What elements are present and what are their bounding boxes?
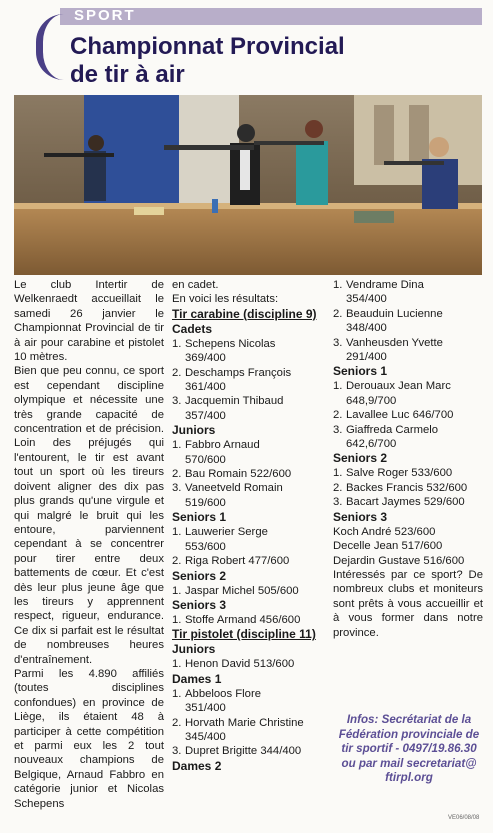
heading-seniors-2: Seniors 2: [172, 568, 227, 583]
result-item: 1. Vendrame Dina 354/400: [333, 279, 424, 306]
result-item: 3. Vaneetveld Romain 519/600: [172, 482, 283, 509]
result-item: 1. Salve Roger 533/600: [333, 467, 453, 480]
column-1: [14, 278, 164, 811]
info-text: Infos: Secrétariat de la Fédération provinciale de tir sportif - 0497/19.86.30 ou par mail secretariat@ ftirpl.org: [338, 713, 480, 785]
paragraph-participants: Parmi les 4.890 affiliés (toutes disciplines confondues) en province de Liège, ils étaient 48 à participer à cette compétition et parmi eux les 2 tout nouveaux champions de Belgique, Arnaud Fabbro en catégorie junior et Nicolas Schepens: [14, 667, 164, 810]
result-item: 2. Backes Francis 532/600: [333, 481, 468, 494]
heading-pistolet-juniors: Juniors: [172, 642, 216, 657]
closing-paragraph: Intéressés par ce sport? De nombreux clubs et moniteurs sont prêts à vous accueillir et à vous former dans notre province.: [333, 568, 483, 639]
result-item: 1. Derouaux Jean Marc 648,9/700: [333, 380, 451, 407]
result-item: 3. Bacart Jaymes 529/600: [333, 496, 465, 509]
info-box: [336, 713, 482, 786]
result-item: 2. Beauduin Lucienne 348/400: [333, 307, 443, 335]
heading-juniors: Juniors: [172, 423, 216, 438]
result-item: 1. Schepens Nicolas 369/400: [172, 337, 276, 365]
result-item: 2. Horvath Marie Christine 345/400: [172, 716, 304, 743]
column-2: [172, 278, 323, 774]
paragraph-sport: Bien que peu connu, ce sport est cependant discipline olympique et nécessite une très grande capacité de concentration et de précision. Loin des préjugés qui l'entourent, le tir est avant tout un sport où les tireurs doivent aligner des dix pas plus grands qu'une virgule et qui malgré le bruit qui les entoure, parviennent cependant à se concentrer pour tirer entre deux battements de cœur. Et c'est dès leur plus jeune âge que les tireurs y apprennent respect, rigueur, endurance. Ce dix si parfait est le résultat de nombreuses heures d'entraînement.: [14, 365, 164, 666]
date-stamp: VE06/08/08: [448, 815, 480, 821]
heading-pistolet: Tir pistolet (discipline 11): [172, 627, 316, 642]
result-item: 3. Giaffreda Carmelo 642,6/700: [333, 423, 439, 451]
column-3: [333, 278, 483, 640]
article-title: [70, 33, 480, 89]
result-line: Dejardin Gustave 516/600: [333, 554, 465, 567]
heading-seniors-2: Seniors 2: [333, 451, 388, 466]
results-intro: En voici les résultats:: [172, 293, 279, 306]
result-item: 1. Stoffe Armand 456/600: [172, 613, 301, 626]
heading-carabine: Tir carabine (discipline 9): [172, 306, 317, 321]
result-item: 1. Jaspar Michel 505/600: [172, 584, 299, 597]
heading-seniors-1: Seniors 1: [333, 364, 388, 379]
result-item: 1. Fabbro Arnaud 570/600: [172, 439, 260, 466]
heading-seniors-3: Seniors 3: [172, 597, 227, 612]
continuation-text: en cadet.: [172, 279, 219, 291]
heading-cadets: Cadets: [172, 321, 213, 336]
title-line-1: Championnat Provincial: [70, 33, 345, 60]
result-item: 1. Lauwerier Serge 553/600: [172, 526, 268, 553]
title-line-2: de tir à air: [70, 61, 185, 88]
heading-dames-2: Dames 2: [172, 758, 222, 773]
shooting-range-photo: [14, 95, 482, 275]
result-item: 2. Riga Robert 477/600: [172, 555, 290, 568]
result-item: 1. Abbeloos Flore 351/400: [172, 687, 261, 715]
heading-dames-1: Dames 1: [172, 671, 222, 686]
result-item: 3. Vanheusden Yvette 291/400: [333, 336, 443, 364]
paragraph-intro: Le club Intertir de Welkenraedt accueillait le samedi 26 janvier le Championnat Provincial de tir à air pour carabine et pistolet 10 mètres.: [14, 279, 164, 364]
heading-seniors-1: Seniors 1: [172, 510, 227, 525]
section-label: SPORT: [74, 7, 136, 24]
result-item: 2. Lavallee Luc 646/700: [333, 409, 454, 422]
result-item: 2. Deschamps François 361/400: [172, 366, 292, 394]
result-line: Koch André 523/600: [333, 525, 436, 538]
result-item: 3. Jacquemin Thibaud 357/400: [172, 395, 284, 422]
result-item: 2. Bau Romain 522/600: [172, 468, 292, 481]
result-item: 3. Dupret Brigitte 344/400: [172, 745, 302, 758]
heading-seniors-3: Seniors 3: [333, 509, 388, 524]
result-item: 1. Henon David 513/600: [172, 658, 295, 671]
title-bracket-decoration: [36, 14, 69, 80]
result-line: Decelle Jean 517/600: [333, 540, 443, 553]
article-photo: [14, 95, 482, 275]
